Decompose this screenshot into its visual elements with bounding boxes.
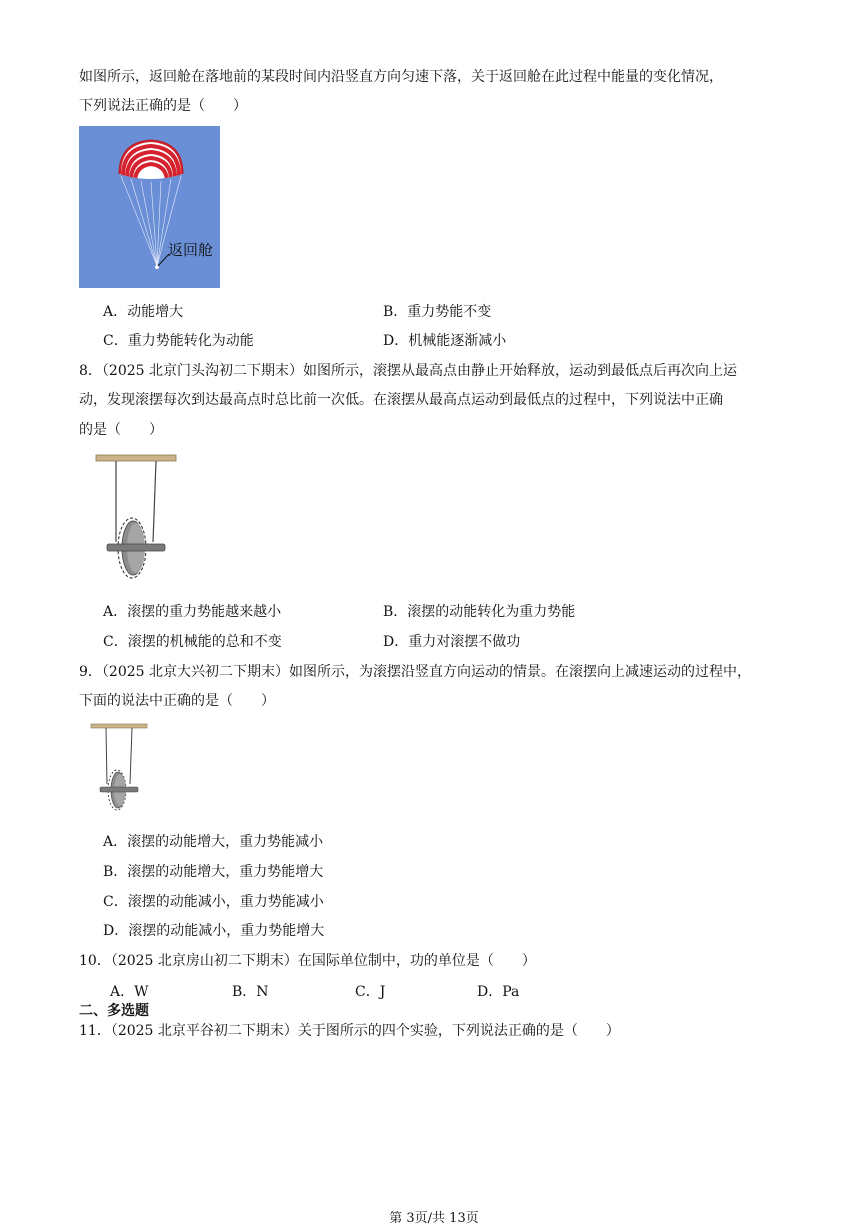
q10-option-b: B．N xyxy=(232,984,269,1000)
q9-option-b: B．滚摆的动能增大，重力势能增大 xyxy=(103,864,324,880)
capsule-label: 返回舱 xyxy=(168,241,214,259)
section-heading-multiple-choice: 二、多选题 xyxy=(79,1003,149,1019)
maxwell-wheel-small xyxy=(90,720,150,820)
support-bar xyxy=(96,455,176,461)
q7-figure-return-capsule xyxy=(79,126,220,288)
q10-option-a: A．W xyxy=(110,984,149,1000)
support-bar xyxy=(91,724,147,728)
q9-option-d: D．滚摆的动能减小，重力势能增大 xyxy=(103,923,325,939)
q7-stem-line-2: 下列说法正确的是（ ） xyxy=(79,98,247,114)
page-number: 第 3页/共 13页 xyxy=(389,1211,479,1226)
axle xyxy=(100,787,138,792)
q7-option-a: A．动能增大 xyxy=(103,304,184,320)
q10-option-d: D．Pa xyxy=(477,984,520,1000)
q9-stem-line-1: 9．（2025 北京大兴初二下期末）如图所示，为滚摆沿竖直方向运动的情景。在滚摆向上减速运动的过程中， xyxy=(79,664,751,680)
q8-stem-line-3: 的是（ ） xyxy=(79,422,163,438)
q8-stem-line-1: 8．（2025 北京门头沟初二下期末）如图所示，滚摆从最高点由静止开始释放，运动到最低点后再次向上运 xyxy=(79,363,737,379)
q9-figure-maxwell-wheel xyxy=(90,720,150,820)
q8-option-b: B．滚摆的动能转化为重力势能 xyxy=(383,604,576,620)
q9-option-a: A．滚摆的动能增大，重力势能减小 xyxy=(103,834,324,850)
maxwell-wheel-large xyxy=(95,452,179,592)
q7-stem-line-1: 如图所示，返回舱在落地前的某段时间内沿竖直方向匀速下落，关于返回舱在此过程中能量的变化情况， xyxy=(79,69,723,85)
q8-option-a: A．滚摆的重力势能越来越小 xyxy=(103,604,282,620)
parachute-illustration xyxy=(79,126,220,288)
q9-stem-line-2: 下面的说法中正确的是（ ） xyxy=(79,693,275,709)
q8-stem-line-2: 动，发现滚摆每次到达最高点时总比前一次低。在滚摆从最高点运动到最低点的过程中，下列说法中正确 xyxy=(79,392,723,408)
q8-figure-maxwell-wheel xyxy=(95,452,179,592)
q7-option-d: D．机械能逐渐减小 xyxy=(383,333,507,349)
q11-stem: 11．（2025 北京平谷初二下期末）关于图所示的四个实验，下列说法正确的是（ ） xyxy=(79,1023,620,1039)
q10-stem: 10．（2025 北京房山初二下期末）在国际单位制中，功的单位是（ ） xyxy=(79,953,536,969)
q7-option-c: C．重力势能转化为动能 xyxy=(103,333,254,349)
q10-option-c: C．J xyxy=(355,984,386,1000)
axle xyxy=(107,544,165,551)
q8-option-d: D．重力对滚摆不做功 xyxy=(383,634,521,650)
q8-option-c: C．滚摆的机械能的总和不变 xyxy=(103,634,282,650)
q9-option-c: C．滚摆的动能减小，重力势能减小 xyxy=(103,894,324,910)
q7-option-b: B．重力势能不变 xyxy=(383,304,492,320)
